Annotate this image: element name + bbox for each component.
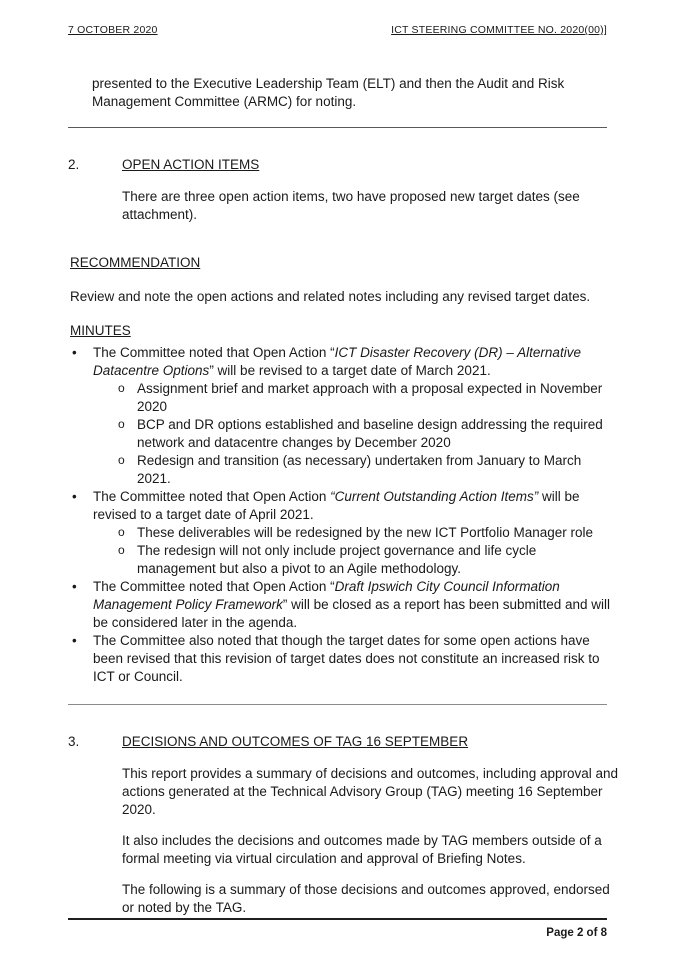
page-footer — [68, 918, 607, 942]
recommendation-heading: RECOMMENDATION — [70, 255, 201, 270]
section-2-number: 2. — [68, 157, 80, 172]
section-3-heading — [68, 733, 615, 751]
minutes-bullet-list — [70, 344, 617, 686]
section-divider-rule — [68, 127, 607, 128]
carryover-paragraph: presented to the Executive Leadership Team (ELT) and then the Audit and Risk Management Committee (ARMC) for noting. — [92, 76, 565, 109]
section-3-number: 3. — [68, 734, 80, 749]
bullet-item — [70, 344, 617, 488]
bullet-text: The Committee also noted that though the target dates for some open actions have been revised that this revision of target dates does not constitute an increased risk to ICT or Council. — [93, 633, 600, 684]
sub-bullet-text: Redesign and transition (as necessary) undertaken from January to March 2021. — [137, 453, 582, 486]
bullet-text: The Committee noted that Open Action “Draft Ipswich City Council Information Management Policy Framework” will be closed as a report has been submitted and will be considered later in the agenda. — [93, 579, 610, 630]
sub-bullet-list — [93, 380, 617, 488]
bullet-text: The Committee noted that Open Action “ICT Disaster Recovery (DR) – Alternative Datacentre Options” will be revised to a target date of March 2021. — [93, 345, 581, 378]
sub-bullet-glyph-icon: o — [118, 381, 125, 395]
section-3-paragraph: It also includes the decisions and outcomes made by TAG members outside of a formal meeting via virtual circulation and approval of Briefing Notes. — [122, 833, 602, 866]
sub-bullet-text: BCP and DR options established and baseline design addressing the required network and datacentre changes by December 2020 — [137, 417, 603, 450]
bullet-item — [70, 488, 617, 578]
sub-bullet-item — [117, 542, 617, 578]
section-3-paragraph: The following is a summary of those decisions and outcomes approved, endorsed or noted by the TAG. — [122, 882, 610, 915]
recommendation-text: Review and note the open actions and related notes including any revised target dates. — [70, 289, 591, 304]
page-number: Page 2 of 8 — [546, 927, 607, 939]
sub-bullet-item — [117, 524, 617, 542]
bullet-glyph-icon: • — [72, 579, 77, 594]
page-header — [68, 21, 607, 39]
bullet-item — [70, 632, 617, 686]
sub-bullet-glyph-icon: o — [118, 417, 125, 431]
section-2-intro: There are three open action items, two have proposed new target dates (see attachment). — [122, 189, 580, 222]
section-divider-rule — [68, 704, 607, 705]
section-2-title: OPEN ACTION ITEMS — [122, 157, 260, 172]
header-committee-ref: ICT STEERING COMMITTEE NO. 2020(00)] — [391, 24, 607, 36]
sub-bullet-text: The redesign will not only include project governance and life cycle management but also a pivot to an Agile methodology. — [137, 543, 537, 576]
sub-bullet-item — [117, 416, 617, 452]
section-2-heading — [68, 156, 615, 174]
sub-bullet-list — [93, 524, 617, 578]
sub-bullet-glyph-icon: o — [118, 543, 125, 557]
bullet-text: The Committee noted that Open Action “Current Outstanding Action Items” will be revised to a target date of April 2021. — [93, 489, 580, 522]
sub-bullet-glyph-icon: o — [118, 453, 125, 467]
footer-rule — [68, 918, 607, 920]
sub-bullet-text: These deliverables will be redesigned by the new ICT Portfolio Manager role — [137, 525, 593, 540]
bullet-glyph-icon: • — [72, 489, 77, 504]
header-date: 7 OCTOBER 2020 — [68, 24, 158, 36]
bullet-glyph-icon: • — [72, 633, 77, 648]
bullet-item — [70, 578, 617, 632]
bullet-glyph-icon: • — [72, 345, 77, 360]
sub-bullet-item — [117, 380, 617, 416]
minutes-heading: MINUTES — [70, 323, 131, 338]
section-3-title: DECISIONS AND OUTCOMES OF TAG 16 SEPTEMBER — [122, 734, 469, 749]
sub-bullet-text: Assignment brief and market approach with a proposal expected in November 2020 — [137, 381, 603, 414]
section-3-paragraph: This report provides a summary of decisions and outcomes, including approval and actions generated at the Technical Advisory Group (TAG) meeting 16 September 2020. — [122, 766, 619, 817]
sub-bullet-glyph-icon: o — [118, 525, 125, 539]
sub-bullet-item — [117, 452, 617, 488]
